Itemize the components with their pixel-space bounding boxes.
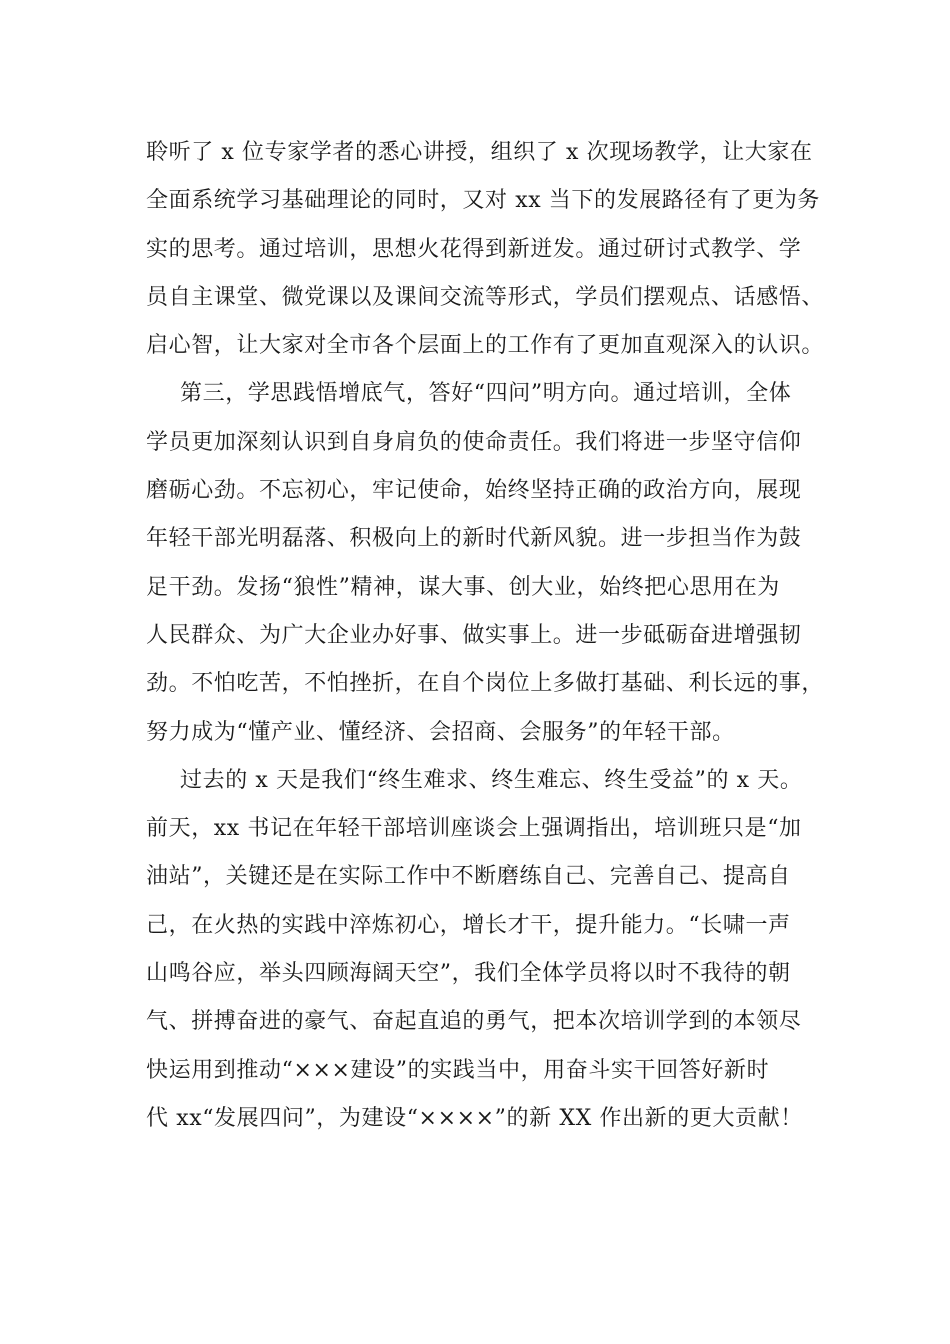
text-line: 劲。不怕吃苦，不怕挫折，在自个岗位上多做打基础、利长远的事，	[146, 671, 825, 697]
text-line: 员自主课堂、微党课以及课间交流等形式，学员们摆观点、话感悟、	[146, 284, 825, 310]
text-line: 全面系统学习基础理论的同时，又对 xx 当下的发展路径有了更为务	[146, 188, 821, 214]
text-line: 前天，xx 书记在年轻干部培训座谈会上强调指出，培训班只是“加	[146, 816, 802, 842]
text-line: 己，在火热的实践中淬炼初心，增长才干，提升能力。“长啸一声	[146, 912, 791, 938]
text-line: 聆听了 x 位专家学者的悉心讲授，组织了 x 次现场教学，让大家在	[146, 140, 813, 165]
text-line: 学员更加深刻认识到自身肩负的使命责任。我们将进一步坚守信仰	[146, 429, 802, 455]
text-line: 气、拼搏奋进的豪气、奋起直追的勇气，把本次培训学到的本领尽	[146, 1009, 802, 1035]
text-line: 努力成为“懂产业、懂经济、会招商、会服务”的年轻干部。	[146, 719, 735, 745]
text-line: 启心智，让大家对全市各个层面上的工作有了更加直观深入的认识。	[146, 333, 825, 359]
text-line: 油站”，关键还是在实际工作中不断磨练自己、完善自己、提高自	[146, 864, 791, 890]
text-line: 磨砺心劲。不忘初心，牢记使命，始终坚持正确的政治方向，展现	[146, 478, 802, 504]
text-line: 足干劲。发扬“狼性”精神，谋大事、创大业，始终把心思用在为	[146, 574, 780, 600]
text-line: 山鸣谷应，举头四顾海阔天空”，我们全体学员将以时不我待的朝	[146, 961, 791, 987]
text-line: 实的思考。通过培训，思想火花得到新迸发。通过研讨式教学、学	[146, 236, 802, 262]
paragraph-start-line: 第三，学思践悟增底气，答好“四问”明方向。通过培训，全体	[180, 381, 792, 407]
text-line: 快运用到推动“×××建设”的实践当中，用奋斗实干回答好新时	[146, 1057, 770, 1083]
text-line: 年轻干部光明磊落、积极向上的新时代新风貌。进一步担当作为鼓	[146, 526, 802, 552]
text-line: 代 xx“发展四问”，为建设“××××”的新 XX 作出新的更大贡献！	[146, 1105, 803, 1131]
paragraph-start-line: 过去的 x 天是我们“终生难求、终生难忘、终生受益”的 x 天。	[180, 767, 803, 793]
text-line: 人民群众、为广大企业办好事、做实事上。进一步砥砺奋进增强韧	[146, 622, 802, 648]
body-text	[146, 131, 826, 1145]
